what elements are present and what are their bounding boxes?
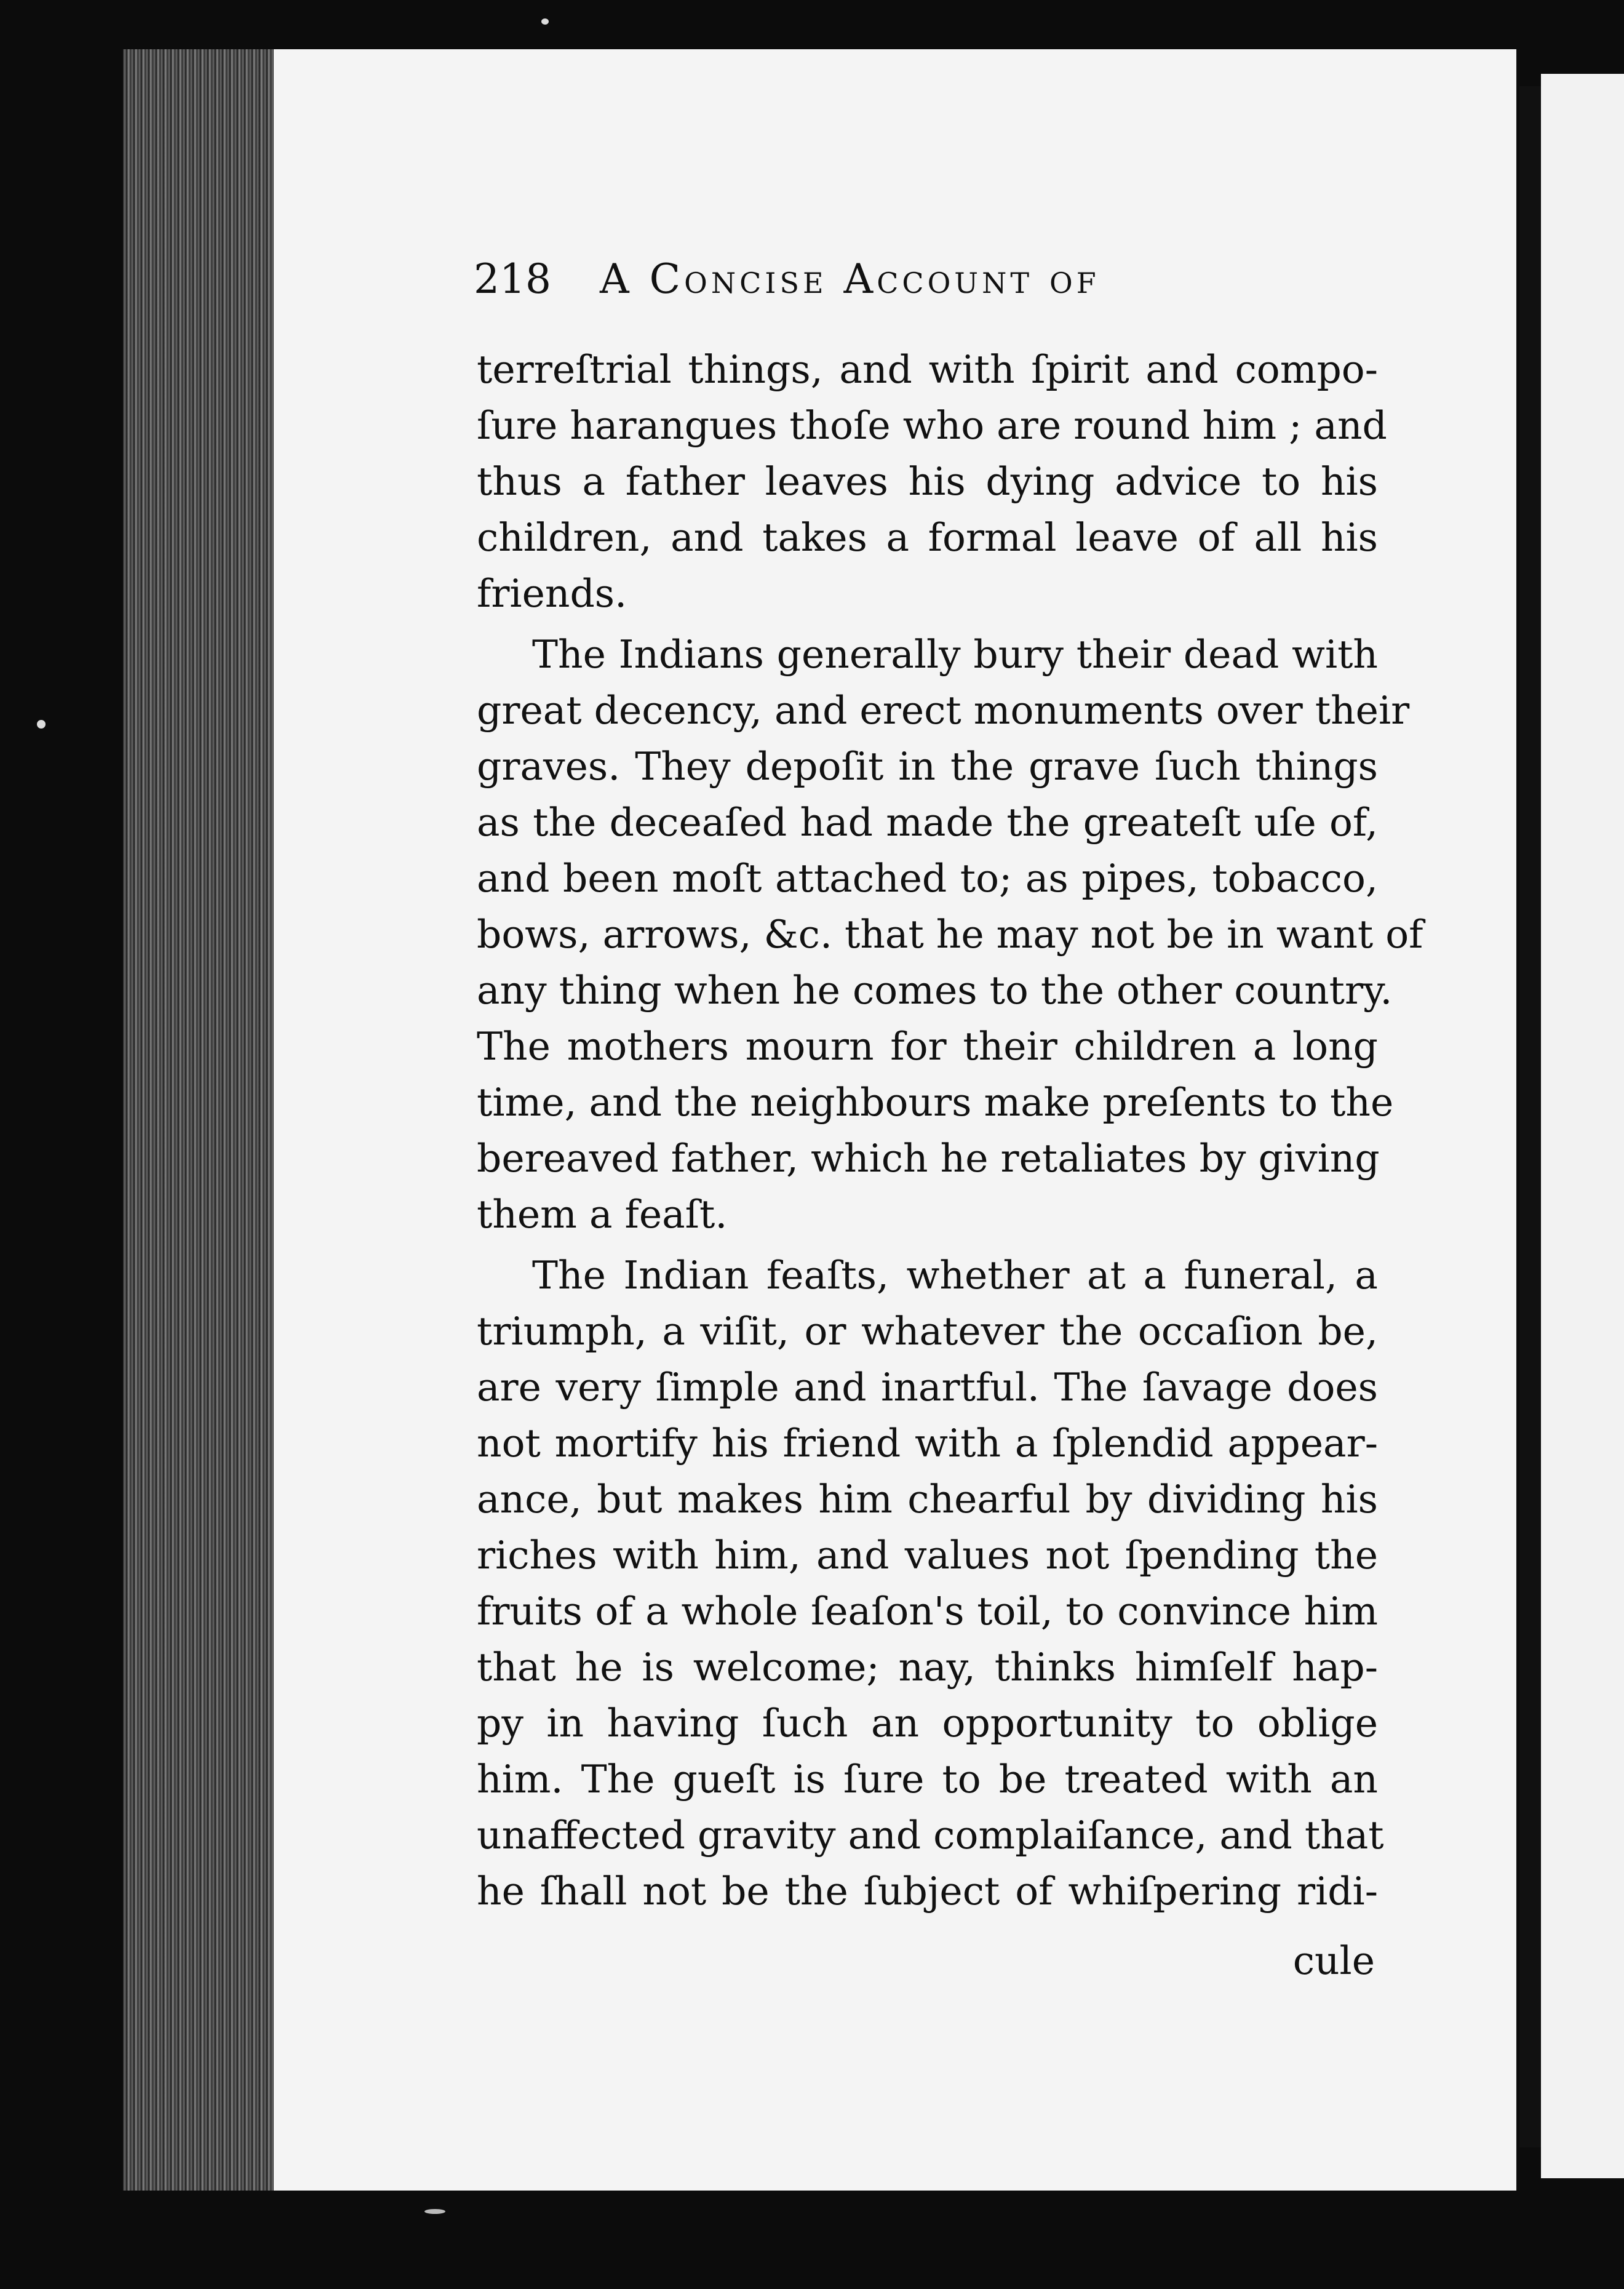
text-line: The Indian feaſts, whether at a funeral, a	[532, 1253, 1378, 1298]
dust-speck	[37, 720, 46, 729]
text-line: fruits of a whole ſeaſon's toil, to convince him	[477, 1589, 1378, 1634]
book-gutter-shadow	[1519, 86, 1541, 2147]
text-line: him. The gueſt is ſure to be treated with an	[477, 1757, 1378, 1802]
dust-speck	[424, 2209, 445, 2214]
text-line: them a feaſt.	[477, 1192, 728, 1237]
text-line: bows, arrows, &c. that he may not be in want of	[477, 912, 1423, 957]
facing-page-edge	[1541, 74, 1624, 2178]
text-line: and been moſt attached to; as pipes, tobacco,	[477, 856, 1378, 901]
text-line: as the deceaſed had made the greateſt uſe of,	[477, 800, 1378, 845]
text-line: ance, but makes him chearful by dividing his	[477, 1477, 1378, 1522]
text-line: great decency, and erect monuments over their	[477, 688, 1410, 733]
text-line: friends.	[477, 571, 627, 616]
text-line: riches with him, and values not ſpending the	[477, 1533, 1378, 1578]
text-line: terreſtrial things, and with ſpirit and compo-	[477, 347, 1378, 392]
text-line: not mortify his friend with a ſplendid appear-	[477, 1421, 1378, 1466]
running-title: A Concise Account of	[600, 255, 1100, 303]
text-line: any thing when he comes to the other country.	[477, 968, 1393, 1013]
text-line: ſure harangues thoſe who are round him ; and	[477, 403, 1387, 448]
text-line: triumph, a viſit, or whatever the occaſion be,	[477, 1309, 1378, 1354]
catchword: cule	[1292, 1938, 1375, 1983]
text-line: bereaved father, which he retaliates by giving	[477, 1136, 1380, 1181]
body-text	[477, 342, 1423, 1919]
text-line: children, and takes a formal leave of all his	[477, 515, 1378, 560]
dust-speck	[541, 18, 549, 25]
running-header	[474, 255, 1273, 323]
text-line: unaffected gravity and complaiſance, and that	[477, 1813, 1384, 1858]
text-line: py in having ſuch an opportunity to oblige	[477, 1701, 1378, 1746]
text-line: are very ſimple and inartful. The ſavage does	[477, 1365, 1378, 1410]
text-line: he ſhall not be the ſubject of whiſpering ridi-	[477, 1869, 1378, 1914]
page-number: 218	[474, 255, 551, 303]
text-line: time, and the neighbours make preſents to the	[477, 1080, 1394, 1125]
text-line: The mothers mourn for their children a long	[477, 1024, 1378, 1069]
text-line: thus a father leaves his dying advice to his	[477, 459, 1378, 504]
text-line: graves. They depoſit in the grave ſuch things	[477, 744, 1378, 789]
text-line: The Indians generally bury their dead with	[532, 632, 1378, 677]
text-line: that he is welcome; nay, thinks himſelf hap-	[477, 1645, 1378, 1690]
book-page-edge	[123, 49, 277, 2191]
